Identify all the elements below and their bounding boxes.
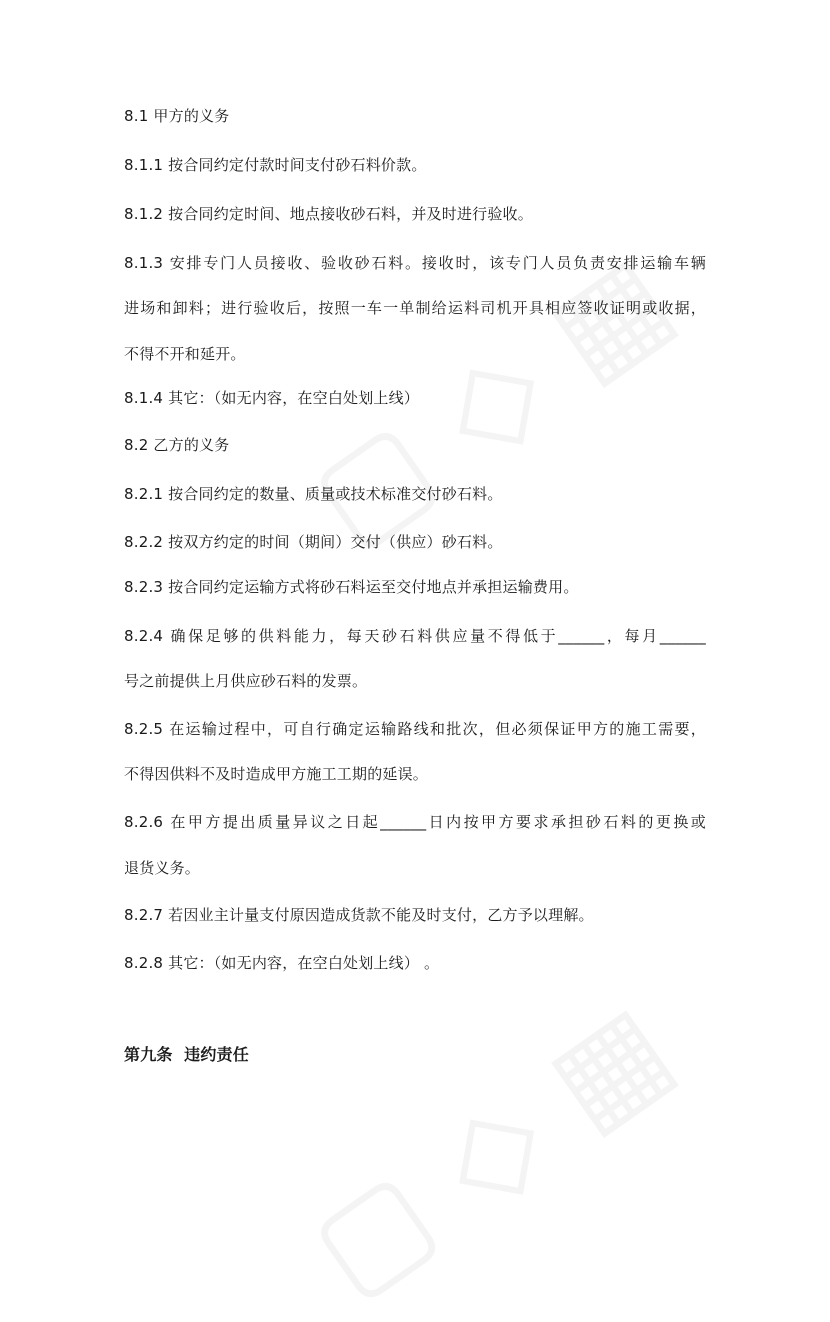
clause-8-2-4-line-1: 8.2.4 确保足够的供料能力，每天砂石料供应量不得低于______，每月______ bbox=[124, 627, 706, 645]
clause-8-1-3-line-1: 8.1.3 安排专门人员接收、验收砂石料。接收时，该专门人员负责安排运输车辆 bbox=[124, 254, 706, 272]
clause-8-2-8: 8.2.8 其它：（如无内容，在空白处划上线） 。 bbox=[124, 954, 440, 972]
clause-8-2-2: 8.2.2 按双方约定的时间（期间）交付（供应）砂石料。 bbox=[124, 533, 503, 551]
clause-8-2-5-line-2: 不得因供料不及时造成甲方施工工期的延误。 bbox=[124, 765, 429, 783]
clause-8-2-5-line-1: 8.2.5 在运输过程中，可自行确定运输路线和批次，但必须保证甲方的施工需要， bbox=[124, 720, 706, 738]
clause-8-1-3-line-3: 不得不开和延开。 bbox=[124, 345, 246, 363]
clause-8-1-2: 8.1.2 按合同约定时间、地点接收砂石料，并及时进行验收。 bbox=[124, 205, 533, 223]
clause-8-1-heading: 8.1 甲方的义务 bbox=[124, 107, 230, 125]
clause-8-2-4-line-2: 号之前提供上月供应砂石料的发票。 bbox=[124, 672, 368, 690]
clause-8-2-3: 8.2.3 按合同约定运输方式将砂石料运至交付地点并承担运输费用。 bbox=[124, 578, 579, 596]
clause-8-1-3-line-2: 进场和卸料；进行验收后，按照一车一单制给运料司机开具相应签收证明或收据， bbox=[124, 299, 706, 317]
clause-8-2-heading: 8.2 乙方的义务 bbox=[124, 436, 230, 454]
clause-8-1-4: 8.1.4 其它：（如无内容，在空白处划上线） bbox=[124, 389, 420, 407]
clause-8-2-6-line-1: 8.2.6 在甲方提出质量异议之日起______日内按甲方要求承担砂石料的更换或 bbox=[124, 813, 706, 831]
clause-8-1-1: 8.1.1 按合同约定付款时间支付砂石料价款。 bbox=[124, 156, 427, 174]
clause-8-2-7: 8.2.7 若因业主计量支付原因造成货款不能及时支付，乙方予以理解。 bbox=[124, 906, 594, 924]
clause-8-2-1: 8.2.1 按合同约定的数量、质量或技术标准交付砂石料。 bbox=[124, 485, 503, 503]
clause-8-2-6-line-2: 退货义务。 bbox=[124, 859, 201, 877]
watermark-mark bbox=[287, 977, 697, 1322]
section-heading: 第九条 违约责任 bbox=[124, 1045, 249, 1064]
